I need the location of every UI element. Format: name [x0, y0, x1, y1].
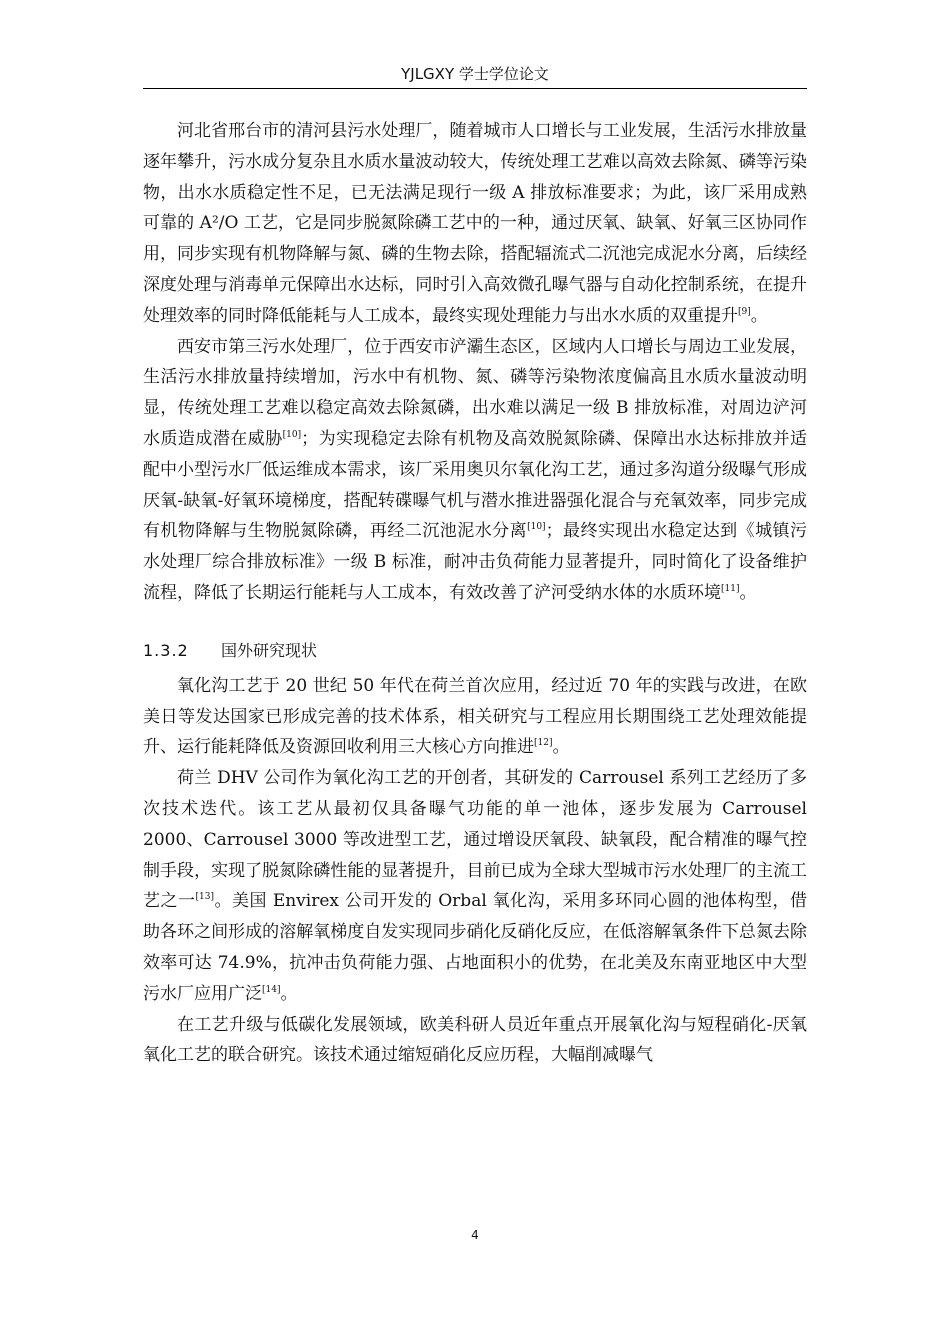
citation[interactable]: [9] — [738, 306, 751, 317]
paragraph-oxidation-ditch-history: 氧化沟工艺于 20 世纪 50 年代在荷兰首次应用，经过近 70 年的实践与改进，在欧美日等发达国家已形成完善的技术体系，相关研究与工程应用长期围绕工艺处理效能提升、运行能耗降低及资源回收利用三大核心方向推进[12]。 — [143, 675, 807, 758]
citation[interactable]: [12] — [534, 738, 553, 749]
page-number: 4 — [471, 1228, 479, 1242]
paragraph-low-carbon: 在工艺升级与低碳化发展领域，欧美科研人员近年重点开展氧化沟与短程硝化-厌氧氧化工艺的联合研究。该技术通过缩短硝化反应历程，大幅削减曝气 — [143, 1014, 807, 1066]
citation[interactable]: [14] — [262, 984, 281, 995]
citation[interactable]: [11] — [721, 583, 740, 594]
paragraph-carrousel-orbal: 荷兰 DHV 公司作为氧化沟工艺的开创者，其研发的 Carrousel 系列工艺经历了多次技术迭代。该工艺从最初仅具备曝气功能的单一池体，逐步发展为 Carrousel 2000、Carrousel 3000 等改进型工艺，通过增设厌氧段、缺氧段，配合精准的曝气控制手段，实现了脱氮除磷性能的显著提升，目前已成为全球大型城市污水处理厂的主流工艺之一[13]。美国 Envirex 公司开发的 Orbal 氧化沟，采用多环同心圆的池体构型，借助各环之间形成的溶解氧梯度自发实现同步硝化反硝化反应，在低溶解氧条件下总氮去除效率可达 74.9%，抗冲击负荷能力强、占地面积小的优势，在北美及东南亚地区中大型污水厂应用广泛[14]。 — [143, 768, 808, 1004]
section-number: 1.3.2 — [143, 640, 189, 660]
section-title: 国外研究现状 — [221, 640, 318, 660]
header-rule — [143, 88, 807, 89]
citation[interactable]: [10] — [282, 429, 302, 440]
citation[interactable]: [10] — [527, 522, 546, 533]
running-header: YJLGXY 学士学位论文 — [401, 65, 549, 83]
page-body — [143, 116, 807, 1071]
paragraph-xian-plant: 西安市第三污水处理厂，位于西安市浐灞生态区，区域内人口增长与周边工业发展，生活污水排放量持续增加，污水中有机物、氮、磷等污染物浓度偏高且水质水量波动明显，传统处理工艺难以稳定高效去除氮磷，出水难以满足一级 B 排放标准，对周边浐河水质造成潜在威胁[10]；为实现稳定去除有机物及高效脱氮除磷、保障出水达标排放并适配中小型污水厂低运维成本需求，该厂采用奥贝尔氧化沟工艺，通过多沟道分级曝气形成厌氧-缺氧-好氧环境梯度，搭配转碟曝气机与潜水推进器强化混合与充氧效率，同步完成有机物降解与生物脱氮除磷，再经二沉池泥水分离[10]；最终实现出水稳定达到《城镇污水处理厂综合排放标准》一级 B 标准，耐冲击负荷能力显著提升，同时简化了设备维护流程，降低了长期运行能耗与人工成本，有效改善了浐河受纳水体的水质环境[11]。 — [143, 336, 808, 603]
paragraph-qinghe-plant: 河北省邢台市的清河县污水处理厂，随着城市人口增长与工业发展，生活污水排放量逐年攀升，污水成分复杂且水质水量波动较大，传统处理工艺难以高效去除氮、磷等污染物，出水水质稳定性不足，已无法满足现行一级 A 排放标准要求；为此，该厂采用成熟可靠的 A²/O 工艺，它是同步脱氮除磷工艺中的一种，通过厌氧、缺氧、好氧三区协同作用，同步实现有机物降解与氮、磷的生物去除，搭配辐流式二沉池完成泥水分离，后续经深度处理与消毒单元保障出水达标，同时引入高效微孔曝气器与自动化控制系统，在提升处理效率的同时降低能耗与人工成本，最终实现处理能力与出水水质的双重提升[9]。 — [143, 121, 807, 326]
section-heading — [143, 639, 807, 663]
citation[interactable]: [13] — [195, 892, 214, 903]
